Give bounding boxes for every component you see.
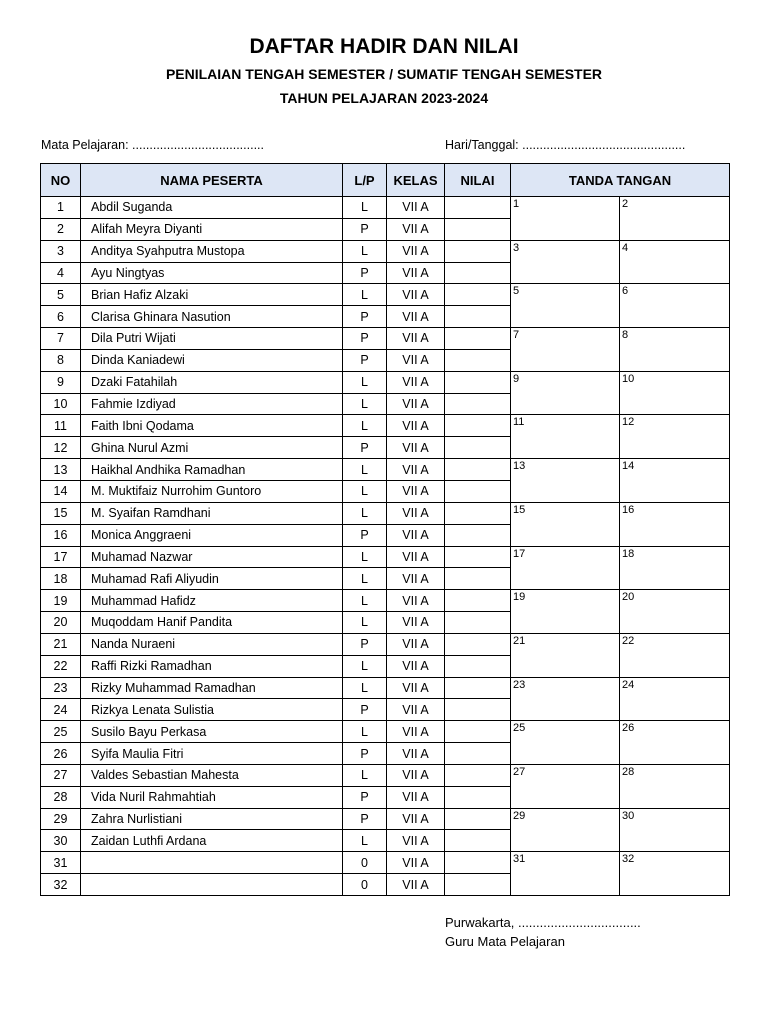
signature-number: 7: [513, 329, 520, 342]
cell-name: Abdil Suganda: [81, 197, 343, 219]
cell-nilai[interactable]: [445, 764, 511, 786]
cell-no: 8: [41, 349, 81, 371]
table-row: [41, 852, 730, 874]
cell-lp: P: [343, 262, 387, 284]
cell-kelas: VII A: [387, 284, 445, 306]
cell-lp: L: [343, 590, 387, 612]
cell-kelas: VII A: [387, 699, 445, 721]
cell-nilai[interactable]: [445, 349, 511, 371]
cell-kelas: VII A: [387, 764, 445, 786]
signature-cell[interactable]: [511, 852, 620, 896]
table-row: [41, 764, 730, 786]
signature-cell[interactable]: [620, 284, 730, 328]
col-header-lp: L/P: [343, 164, 387, 197]
cell-no: 4: [41, 262, 81, 284]
cell-kelas: VII A: [387, 786, 445, 808]
cell-name: Muhamad Nazwar: [81, 546, 343, 568]
cell-kelas: VII A: [387, 459, 445, 481]
signature-cell[interactable]: [511, 240, 620, 284]
cell-no: 5: [41, 284, 81, 306]
cell-lp: P: [343, 328, 387, 350]
cell-nilai[interactable]: [445, 590, 511, 612]
cell-name: Dinda Kaniadewi: [81, 349, 343, 371]
cell-kelas: VII A: [387, 524, 445, 546]
cell-no: 19: [41, 590, 81, 612]
cell-kelas: VII A: [387, 328, 445, 350]
cell-nilai[interactable]: [445, 830, 511, 852]
signature-number: 18: [622, 547, 635, 560]
col-header-name: NAMA PESERTA: [81, 164, 343, 197]
cell-nilai[interactable]: [445, 852, 511, 874]
cell-nilai[interactable]: [445, 459, 511, 481]
table-row: [41, 328, 730, 350]
cell-no: 1: [41, 197, 81, 219]
cell-no: 7: [41, 328, 81, 350]
cell-kelas: VII A: [387, 874, 445, 896]
cell-nilai[interactable]: [445, 568, 511, 590]
signature-number: 22: [622, 634, 635, 647]
cell-no: 21: [41, 633, 81, 655]
signature-cell[interactable]: [620, 852, 730, 896]
cell-kelas: VII A: [387, 830, 445, 852]
cell-name: Muhamad Rafi Aliyudin: [81, 568, 343, 590]
cell-lp: 0: [343, 874, 387, 896]
signature-number: 2: [622, 198, 629, 210]
signature-number: 28: [622, 765, 635, 778]
academic-year: TAHUN PELAJARAN 2023-2024: [279, 90, 489, 106]
attendance-table: [40, 163, 730, 896]
signature-cell[interactable]: [511, 546, 620, 590]
signature-cell[interactable]: [620, 677, 730, 721]
cell-no: 30: [41, 830, 81, 852]
table-row: [41, 721, 730, 743]
signature-cell[interactable]: [511, 459, 620, 503]
date-field: Hari/Tanggal: ...............................................: [445, 138, 686, 152]
cell-lp: P: [343, 633, 387, 655]
cell-lp: L: [343, 284, 387, 306]
cell-kelas: VII A: [387, 371, 445, 393]
cell-kelas: VII A: [387, 349, 445, 371]
document-subtitle: PENILAIAN TENGAH SEMESTER / SUMATIF TENGAH SEMESTER: [165, 66, 603, 82]
cell-no: 22: [41, 655, 81, 677]
cell-name: Alifah Meyra Diyanti: [81, 218, 343, 240]
signature-number: 16: [622, 503, 635, 516]
cell-nilai[interactable]: [445, 306, 511, 328]
cell-name: Dila Putri Wijati: [81, 328, 343, 350]
cell-kelas: VII A: [387, 480, 445, 502]
cell-nilai[interactable]: [445, 284, 511, 306]
signature-cell[interactable]: [511, 721, 620, 765]
cell-name: Brian Hafiz Alzaki: [81, 284, 343, 306]
signature-cell[interactable]: [620, 764, 730, 808]
signature-number: 14: [622, 460, 635, 473]
cell-kelas: VII A: [387, 655, 445, 677]
signature-cell[interactable]: [620, 371, 730, 415]
cell-name: Zaidan Luthfi Ardana: [81, 830, 343, 852]
signature-number: 10: [622, 372, 635, 385]
cell-name: Monica Anggraeni: [81, 524, 343, 546]
cell-lp: L: [343, 197, 387, 219]
cell-name: Clarisa Ghinara Nasution: [81, 306, 343, 328]
cell-lp: L: [343, 240, 387, 262]
cell-no: 11: [41, 415, 81, 437]
cell-no: 26: [41, 743, 81, 765]
table-row: [41, 459, 730, 481]
cell-kelas: VII A: [387, 197, 445, 219]
cell-kelas: VII A: [387, 306, 445, 328]
cell-no: 13: [41, 459, 81, 481]
signature-number: 19: [513, 591, 526, 604]
cell-lp: L: [343, 480, 387, 502]
footer-role: Guru Mata Pelajaran: [445, 934, 565, 949]
cell-name: Rizky Muhammad Ramadhan: [81, 677, 343, 699]
signature-number: 4: [622, 241, 629, 254]
table-row: [41, 590, 730, 612]
cell-lp: L: [343, 371, 387, 393]
signature-number: 20: [622, 591, 635, 604]
cell-lp: P: [343, 437, 387, 459]
cell-lp: 0: [343, 852, 387, 874]
cell-nilai[interactable]: [445, 437, 511, 459]
cell-no: 23: [41, 677, 81, 699]
cell-nilai[interactable]: [445, 655, 511, 677]
cell-lp: P: [343, 808, 387, 830]
cell-name: Syifa Maulia Fitri: [81, 743, 343, 765]
cell-no: 27: [41, 764, 81, 786]
cell-no: 32: [41, 874, 81, 896]
table-row: [41, 240, 730, 262]
cell-lp: L: [343, 393, 387, 415]
table-row: [41, 197, 730, 219]
cell-name: Ayu Ningtyas: [81, 262, 343, 284]
cell-nilai[interactable]: [445, 524, 511, 546]
signature-cell[interactable]: [620, 502, 730, 546]
signature-cell[interactable]: [511, 677, 620, 721]
col-header-kelas: KELAS: [387, 164, 445, 197]
cell-lp: L: [343, 655, 387, 677]
signature-cell[interactable]: [511, 633, 620, 677]
subject-field: Mata Pelajaran: ......................................: [41, 138, 264, 152]
cell-lp: L: [343, 546, 387, 568]
cell-no: 25: [41, 721, 81, 743]
cell-kelas: VII A: [387, 502, 445, 524]
signature-cell[interactable]: [620, 590, 730, 634]
cell-no: 2: [41, 218, 81, 240]
cell-no: 18: [41, 568, 81, 590]
cell-name: Ghina Nurul Azmi: [81, 437, 343, 459]
cell-nilai[interactable]: [445, 371, 511, 393]
cell-nilai[interactable]: [445, 743, 511, 765]
cell-nilai[interactable]: [445, 502, 511, 524]
signature-cell[interactable]: [620, 546, 730, 590]
cell-lp: P: [343, 306, 387, 328]
cell-no: 16: [41, 524, 81, 546]
cell-nilai[interactable]: [445, 699, 511, 721]
cell-kelas: VII A: [387, 546, 445, 568]
cell-kelas: VII A: [387, 568, 445, 590]
signature-cell[interactable]: [620, 197, 730, 241]
signature-number: 17: [513, 547, 526, 560]
cell-name: Haikhal Andhika Ramadhan: [81, 459, 343, 481]
cell-lp: P: [343, 349, 387, 371]
cell-kelas: VII A: [387, 218, 445, 240]
signature-number: 23: [513, 678, 526, 691]
table-row: [41, 502, 730, 524]
signature-number: 9: [513, 372, 520, 385]
cell-kelas: VII A: [387, 393, 445, 415]
cell-kelas: VII A: [387, 633, 445, 655]
table-row: [41, 808, 730, 830]
cell-name: Zahra Nurlistiani: [81, 808, 343, 830]
cell-nilai[interactable]: [445, 612, 511, 634]
cell-lp: L: [343, 612, 387, 634]
cell-name: Fahmie Izdiyad: [81, 393, 343, 415]
cell-name: Nanda Nuraeni: [81, 633, 343, 655]
cell-name: Faith Ibni Qodama: [81, 415, 343, 437]
cell-no: 9: [41, 371, 81, 393]
cell-lp: L: [343, 764, 387, 786]
cell-nilai[interactable]: [445, 874, 511, 896]
cell-name: Rizkya Lenata Sulistia: [81, 699, 343, 721]
cell-nilai[interactable]: [445, 546, 511, 568]
signature-cell[interactable]: [620, 721, 730, 765]
signature-number: 1: [513, 198, 520, 210]
cell-kelas: VII A: [387, 677, 445, 699]
signature-number: 27: [513, 765, 526, 778]
cell-lp: L: [343, 677, 387, 699]
cell-kelas: VII A: [387, 590, 445, 612]
cell-lp: L: [343, 830, 387, 852]
cell-nilai[interactable]: [445, 721, 511, 743]
cell-no: 15: [41, 502, 81, 524]
signature-cell[interactable]: [620, 415, 730, 459]
cell-nilai[interactable]: [445, 808, 511, 830]
col-header-signature: TANDA TANGAN: [511, 164, 730, 197]
footer-place-date: Purwakarta, ..................................: [445, 915, 641, 930]
cell-name: Anditya Syahputra Mustopa: [81, 240, 343, 262]
cell-kelas: VII A: [387, 721, 445, 743]
cell-no: 20: [41, 612, 81, 634]
signature-number: 32: [622, 853, 635, 866]
signature-cell[interactable]: [511, 284, 620, 328]
cell-kelas: VII A: [387, 437, 445, 459]
cell-no: 14: [41, 480, 81, 502]
signature-number: 29: [513, 809, 526, 822]
signature-number: 6: [622, 285, 629, 298]
cell-kelas: VII A: [387, 743, 445, 765]
signature-cell[interactable]: [511, 502, 620, 546]
cell-name: Muhammad Hafidz: [81, 590, 343, 612]
cell-no: 12: [41, 437, 81, 459]
cell-name: Dzaki Fatahilah: [81, 371, 343, 393]
cell-lp: P: [343, 524, 387, 546]
cell-kelas: VII A: [387, 415, 445, 437]
cell-no: 24: [41, 699, 81, 721]
cell-lp: L: [343, 568, 387, 590]
signature-cell[interactable]: [511, 590, 620, 634]
cell-nilai[interactable]: [445, 633, 511, 655]
cell-kelas: VII A: [387, 262, 445, 284]
cell-name: [81, 852, 343, 874]
cell-name: M. Syaifan Ramdhani: [81, 502, 343, 524]
signature-number: 31: [513, 853, 526, 866]
cell-name: Vida Nuril Rahmahtiah: [81, 786, 343, 808]
cell-kelas: VII A: [387, 612, 445, 634]
table-row: [41, 371, 730, 393]
table-row: [41, 677, 730, 699]
cell-nilai[interactable]: [445, 328, 511, 350]
table-row: [41, 284, 730, 306]
cell-lp: L: [343, 415, 387, 437]
cell-lp: L: [343, 502, 387, 524]
cell-no: 31: [41, 852, 81, 874]
signature-number: 21: [513, 634, 526, 647]
signature-number: 8: [622, 329, 629, 342]
cell-name: [81, 874, 343, 896]
col-header-nilai: NILAI: [445, 164, 511, 197]
cell-nilai[interactable]: [445, 240, 511, 262]
cell-kelas: VII A: [387, 852, 445, 874]
signature-number: 25: [513, 722, 526, 735]
cell-kelas: VII A: [387, 808, 445, 830]
cell-kelas: VII A: [387, 240, 445, 262]
signature-cell[interactable]: [620, 633, 730, 677]
cell-nilai[interactable]: [445, 262, 511, 284]
signature-cell[interactable]: [620, 328, 730, 372]
signature-number: 13: [513, 460, 526, 473]
cell-lp: L: [343, 721, 387, 743]
signature-cell[interactable]: [620, 459, 730, 503]
cell-name: M. Muktifaiz Nurrohim Guntoro: [81, 480, 343, 502]
cell-no: 3: [41, 240, 81, 262]
cell-no: 28: [41, 786, 81, 808]
document-title: DAFTAR HADIR DAN NILAI: [249, 35, 519, 58]
signature-number: 11: [513, 416, 525, 429]
col-header-no: NO: [41, 164, 81, 197]
cell-no: 6: [41, 306, 81, 328]
cell-nilai[interactable]: [445, 480, 511, 502]
cell-name: Muqoddam Hanif Pandita: [81, 612, 343, 634]
cell-nilai[interactable]: [445, 218, 511, 240]
signature-cell[interactable]: [620, 240, 730, 284]
signature-number: 24: [622, 678, 635, 691]
signature-number: 12: [622, 416, 635, 429]
signature-number: 30: [622, 809, 635, 822]
cell-name: Valdes Sebastian Mahesta: [81, 764, 343, 786]
cell-name: Raffi Rizki Ramadhan: [81, 655, 343, 677]
table-header-row: [41, 164, 730, 197]
cell-nilai[interactable]: [445, 786, 511, 808]
cell-lp: P: [343, 699, 387, 721]
signature-cell[interactable]: [511, 371, 620, 415]
signature-cell[interactable]: [511, 764, 620, 808]
cell-nilai[interactable]: [445, 393, 511, 415]
signature-cell[interactable]: [511, 808, 620, 852]
signature-number: 5: [513, 285, 520, 298]
cell-name: Susilo Bayu Perkasa: [81, 721, 343, 743]
cell-lp: P: [343, 786, 387, 808]
cell-nilai[interactable]: [445, 677, 511, 699]
signature-number: 26: [622, 722, 635, 735]
table-row: [41, 415, 730, 437]
cell-no: 17: [41, 546, 81, 568]
table-row: [41, 633, 730, 655]
signature-number: 15: [513, 503, 526, 516]
cell-nilai[interactable]: [445, 197, 511, 219]
cell-no: 29: [41, 808, 81, 830]
signature-cell[interactable]: [511, 415, 620, 459]
cell-nilai[interactable]: [445, 415, 511, 437]
signature-cell[interactable]: [620, 808, 730, 852]
signature-number: 3: [513, 241, 520, 254]
signature-cell[interactable]: [511, 328, 620, 372]
signature-cell[interactable]: [511, 197, 620, 241]
cell-no: 10: [41, 393, 81, 415]
table-row: [41, 546, 730, 568]
cell-lp: P: [343, 218, 387, 240]
cell-lp: P: [343, 743, 387, 765]
cell-lp: L: [343, 459, 387, 481]
